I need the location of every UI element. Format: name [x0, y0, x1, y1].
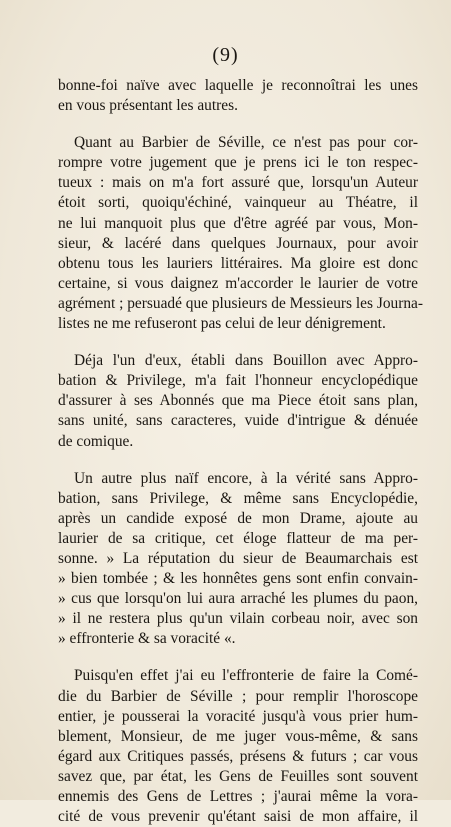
- text-line: bonne-foi naïve avec laquelle je reconnoîtrai les unes: [58, 77, 418, 94]
- text-line: sonne. » La réputation du sieur de Beaumarchais est: [58, 549, 418, 567]
- text-line: Un autre plus naïf encore, à la vérité sans Appro-: [74, 469, 418, 487]
- text-line: bation & Privilege, m'a fait l'honneur encyclopédique: [58, 372, 418, 390]
- text-line: ennemis des Gens de Lettres ; j'aurai même la vora-: [58, 788, 418, 805]
- paragraph-4: [58, 469, 418, 650]
- text-line: sans unité, sans caracteres, vuide d'intrigue & dénuée: [58, 412, 418, 430]
- paragraph-3: [58, 351, 418, 451]
- text-line: agrément ; persuadé que plusieurs de Messieurs les Journa-: [58, 294, 423, 312]
- text-line: listes ne me refuseront pas celui de leur dénigrement.: [58, 315, 386, 333]
- text-line: en vous présentant les autres.: [58, 97, 238, 115]
- text-line: étoit sorti, quoiqu'échiné, vainqueur au Théatre, il: [58, 194, 418, 212]
- text-line: d'assurer à ses Abonnés que ma Piece étoit sans plan,: [58, 392, 418, 410]
- page-number: (9): [212, 44, 239, 66]
- text-line: » bien tombée ; & les honnêtes gens sont enfin convain-: [58, 570, 418, 588]
- text-line: bation, sans Privilege, & même sans Encyclopédie,: [58, 489, 418, 507]
- paragraph-5: [58, 666, 418, 827]
- text-line: » il ne restera plus qu'un vilain corbeau noir, avec son: [58, 610, 418, 628]
- text-line: sieur, & lacéré dans quelques Journaux, pour avoir: [58, 234, 418, 252]
- text-line: Déja l'un d'eux, établi dans Bouillon avec Appro-: [74, 352, 418, 370]
- text-line: Puisqu'en effet j'ai eu l'effronterie de faire la Comé-: [74, 667, 418, 685]
- text-line: Quant au Barbier de Séville, ce n'est pas pour cor-: [74, 134, 418, 152]
- text-line: blement, Monsieur, de me juger vous-même, & sans: [58, 727, 418, 745]
- text-line: de comique.: [58, 432, 134, 450]
- text-line: égard aux Critiques passés, présens & futurs ; car vous: [58, 747, 418, 765]
- paragraph-2: [58, 133, 423, 334]
- paragraph-1: [58, 76, 418, 116]
- text-line: cité de vous prevenir qu'étant saisi de mon affaire, il: [58, 808, 418, 826]
- text-line: rompre votre jugement que je prens ici le ton respec-: [58, 154, 418, 172]
- text-line: ne lui manquoit plus que d'être agréé par vous, Mon-: [58, 214, 418, 232]
- text-line: » cus que lorsqu'on lui aura arraché les plumes du paon,: [58, 590, 418, 608]
- text-line: die du Barbier de Séville ; pour remplir l'horoscope: [58, 687, 418, 705]
- text-line: savez que, par état, les Gens de Feuilles sont souvent: [58, 767, 418, 785]
- text-line: obtenu tous les lauriers littéraires. Ma gloire est donc: [58, 254, 418, 272]
- text-line: après un candide exposé de mon Drame, ajoute au: [58, 509, 418, 527]
- text-line: entier, je pousserai la voracité jusqu'à vous prier hum-: [58, 707, 418, 725]
- body-text: [58, 76, 423, 827]
- text-line: laurier de sa critique, cet éloge flatteur de ma per-: [58, 529, 418, 547]
- text-line: certaine, si vous daignez m'accorder le laurier de votre: [58, 274, 418, 292]
- text-line: » effronterie & sa voracité «.: [58, 630, 236, 648]
- text-line: tueux : mais on m'a fort assuré que, lorsqu'un Auteur: [58, 174, 418, 192]
